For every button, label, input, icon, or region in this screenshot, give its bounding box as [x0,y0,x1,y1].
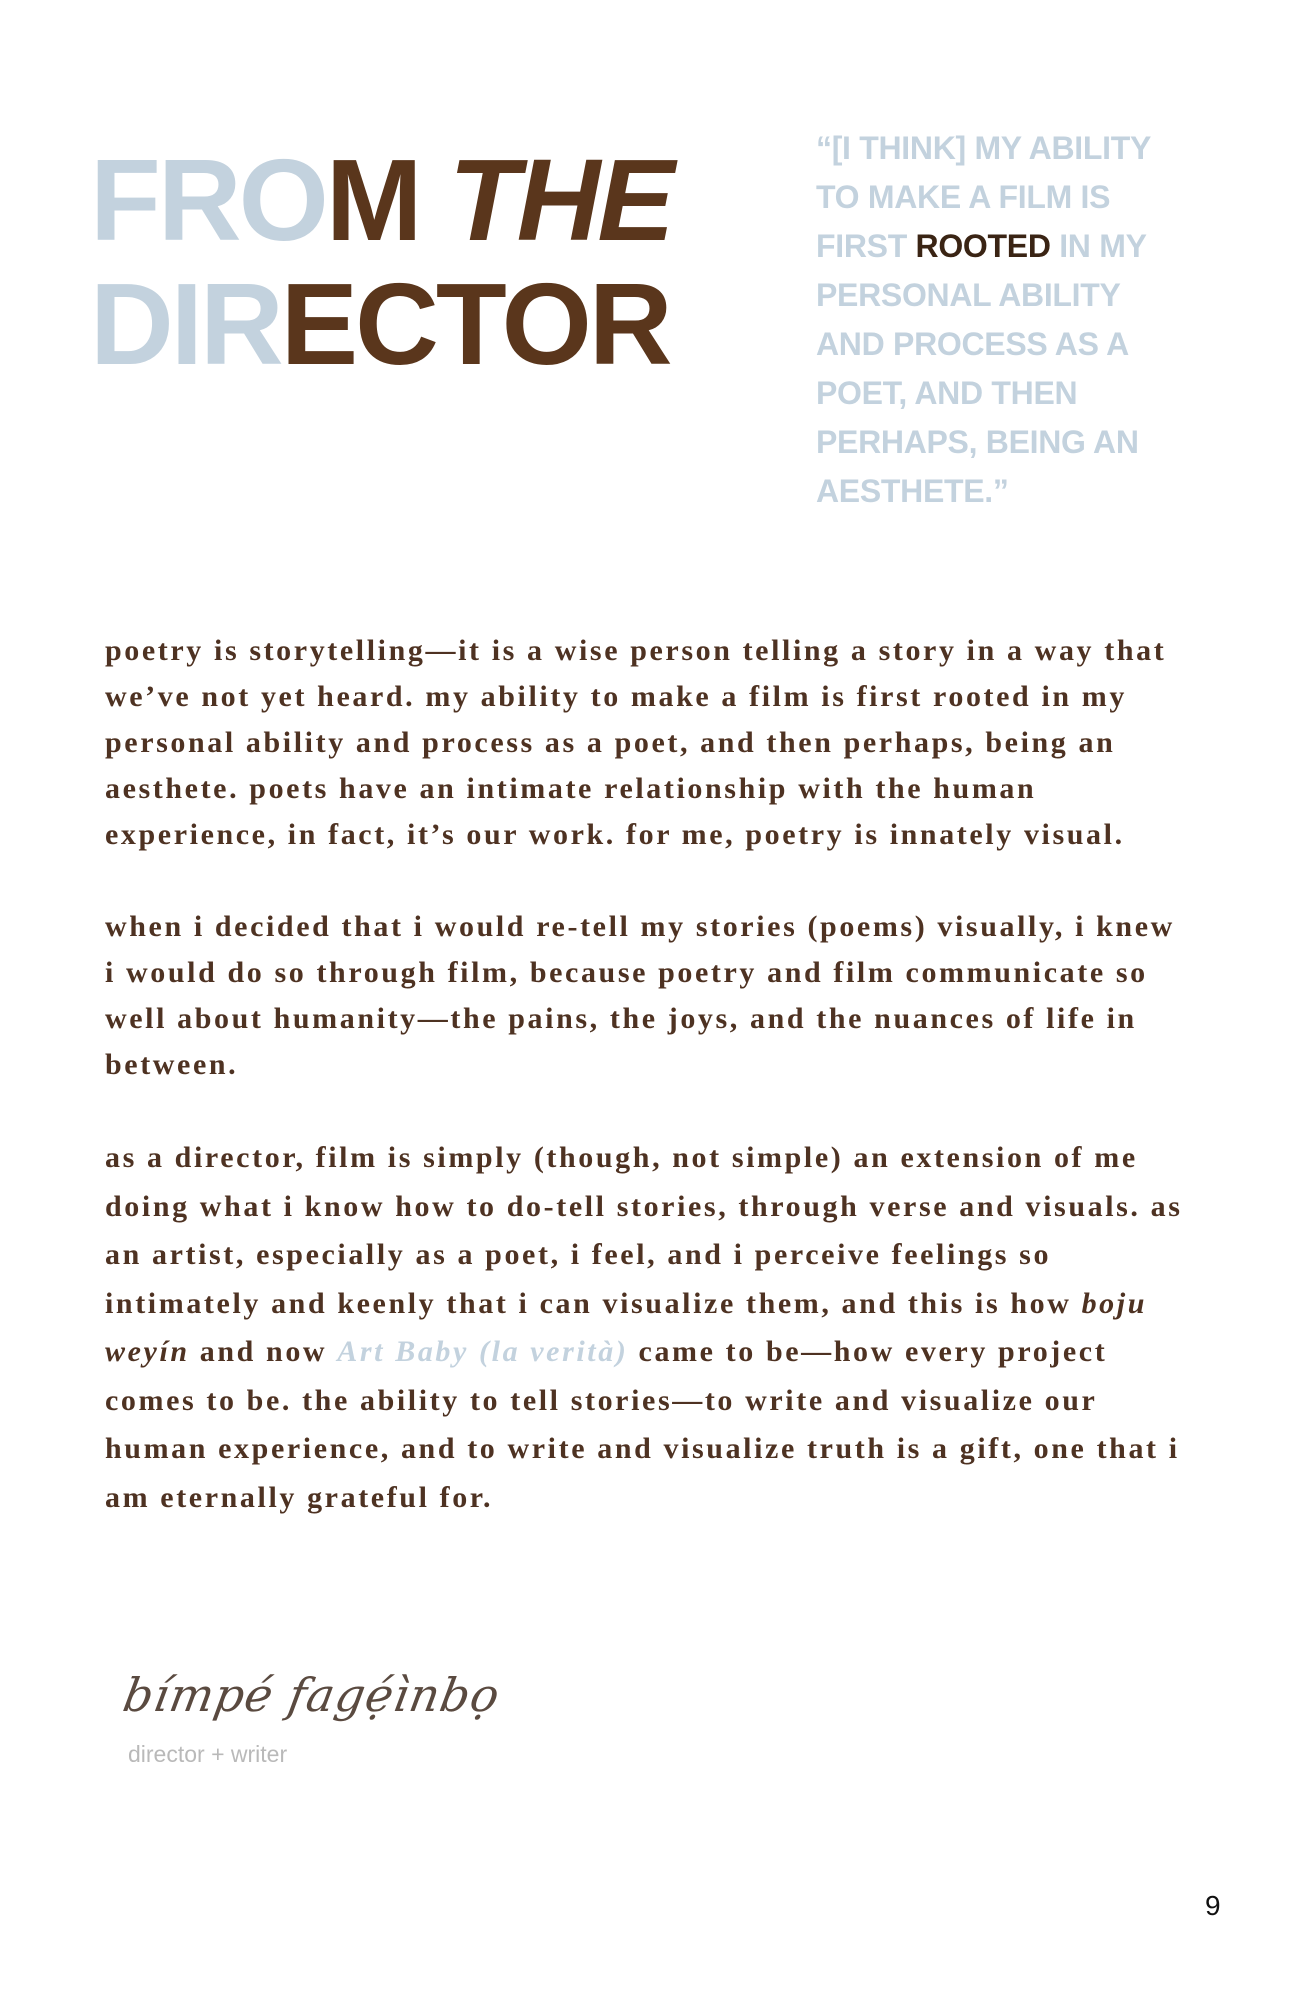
title-dark-part: ECTOR [280,259,670,389]
body-text [105,628,1190,1568]
paragraph-3-part-2: and now [189,1335,338,1368]
title-faded-part: FRO [90,135,326,265]
signature-role: director + writer [128,1741,288,1767]
pull-quote-after: IN MY PERSONAL ABILITY AND PROCESS AS A POET, AND THEN PERHAPS, BEING AN AESTHETE.” [816,228,1147,509]
pull-quote-highlight: ROOTED [915,228,1051,264]
signature: bímpé fagẹ́ìnbọ [119,1668,505,1722]
paragraph-2: when i decided that i would re-tell my stories (poems) visually, i knew i would do so through film, because poetry and film communicate so well about humanity—the pains, the joys, and the nuances of life in between. [105,910,1175,1081]
pull-quote-before: “[I THINK] MY ABILITY TO MAKE A FILM IS FIRST [816,130,1151,264]
page-number: 9 [1205,1890,1221,1921]
pull-quote [816,124,1176,516]
paragraph-1: poetry is storytelling—it is a wise person telling a story in a way that we’ve not yet heard. my ability to make a film is first rooted in my personal ability and process as a poet, and then perhaps, being an aesthete. poets have an intimate relationship with the human experience, in fact, it’s our work. for me, poetry is innately visual. [105,634,1167,851]
page-title [90,135,672,389]
paragraph-3-part-1: as a director, film is simply (though, not simple) an extension of me doing what i know how to do-tell stories, through verse and visuals. as an artist, especially as a poet, i feel, and i perceive feelings so intimately and keenly that i can visualize them, and this is how [105,1141,1183,1320]
title-faded-part: DIR [90,259,281,389]
title-italic-part: THE [448,135,672,265]
title-dark-part: M [325,135,449,265]
film-title: boju weyín [105,1286,1147,1368]
title-line-2 [90,259,672,389]
paragraph-3 [105,1134,1190,1522]
title-line-1 [90,135,672,265]
film-title-faded: Art Baby (la verità) [337,1335,629,1368]
paragraph-3-part-3: came to be—how every project comes to be. the ability to tell stories—to write and visualize our human experience, and to write and visualize truth is a gift, one that i am eternally grateful for. [105,1335,1180,1514]
